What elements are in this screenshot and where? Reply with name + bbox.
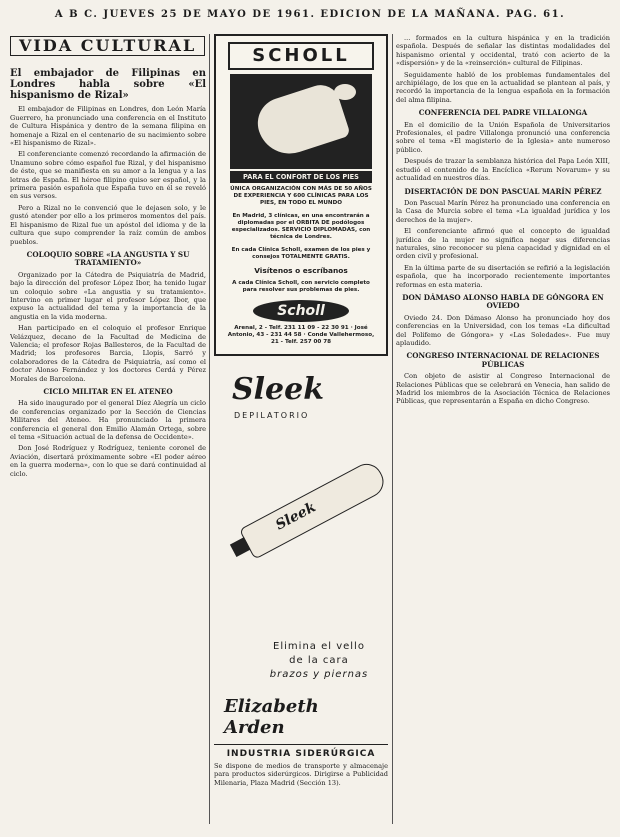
article-title: CICLO MILITAR EN EL ATENEO [43,387,173,396]
slogan-line: brazos y piernas [269,669,369,680]
ad-text: ÚNICA ORGANIZACIÓN CON MÁS DE 50 AÑOS DE EXPERIENCIA Y 600 CLÍNICAS PARA LOS PIES, EN TODO EL MUNDO [230,186,372,206]
ad-text: A cada Clínica Scholl, con servicio completo para resolver sus problemas de pies. [232,280,370,293]
left-column [10,34,206,824]
foot-illustration [230,74,372,169]
column-rule [209,34,210,824]
paragraph: Don José Rodríguez y Rodríguez, teniente coronel de Aviación, disertará próximamente sobre «El poder aéreo en la guerra moderna», con lo que se dará continuidad al ciclo. [10,444,206,478]
section-title: VIDA CULTURAL [10,36,205,56]
paragraph: Seguidamente habló de los problemas fundamentales del archipiélago, de los que en la actualidad se plantean al país, y recordó la importancia de la lengua española en la formación del alma filipina. [396,70,610,104]
tube-illustration [239,458,389,559]
paragraph: El embajador de Filipinas en Londres, don León María Guerrero, ha pronunciado una conferencia en el Instituto de Cultura Hispánica y dentro de la semana filipina en homenaje a Rizal en el centenario de su nacimiento sobre «El hispanismo de Rizal». [10,105,206,148]
article-title: COLOQUIO SOBRE «LA ANGUSTIA Y SU TRATAMIENTO» [26,249,190,268]
sleek-ad [214,364,388,754]
slogan-line: de la cara [289,655,349,666]
paragraph: Organizado por la Cátedra de Psiquiatría de Madrid, bajo la dirección del profesor López Ibor, ha tenido lugar un coloquio sobre «La angustia y su tratamiento». Intervino en primer lugar el profesor López Ibor, que expuso la actualidad del tema y la importancia de la angustia en la vida moderna. [10,270,206,321]
tube-label: Sleek [273,499,319,534]
tube-cap [230,537,251,557]
paragraph: Han participado en el coloquio el profesor Enrique Velázquez, decano de la Facultad de Medicina de Valencia; el profesor Rojas Ballesteros, de la Facultad de Madrid; los profesores Barcia, Llopis, Sarró y colaboradores de la Cátedra de Psiquiatría, así como el doctor Alonso Fernández y los doctores Cerdá y Pérez Morales de Barcelona. [10,324,206,383]
ad-text: Se dispone de medios de transporte y almacenaje para productos siderúrgicos. Dirigirse a Publicidad Milenaria, Plaza Madrid (Sección 13). [214,762,388,787]
article-title: DON DÁMASO ALONSO HABLA DE GÓNGORA EN OVIEDO [402,292,604,311]
paragraph: Con objeto de asistir al Congreso Internacional de Relaciones Públicas que se celebrará en Venecia, han salido de Madrid los miembros de la Asociación Técnica de Relaciones Públicas, que representarán a España en dicho Congreso. [396,372,610,406]
ad-address: Arenal, 2 - Telf. 231 11 09 - 22 30 91 · José Antonio, 43 - 231 44 58 · Conde Vallehermoso, 21 - Telf. 257 00 78 [227,325,375,345]
paragraph: ... formados en la cultura hispánica y en la tradición española. Después de señalar las distintas modalidades del hispanismo oriental y occidental, trató con acierto de la «dispersión» y de la «reinserción» cultural de Filipinas. [396,34,610,68]
ad-text: En Madrid, 3 clínicas, en una encontrarán a diplomadas por el ORBITA DE podólogos especializados. SERVICIO DIPLOMADAS, con técnica de Londres. [231,213,371,240]
scholl-oval-logo: Scholl [253,300,349,322]
sleek-logo: Sleek [232,372,325,407]
paragraph: El conferenciante comenzó recordando la afirmación de Unamuno sobre cómo español fue Rizal, y del hispanismo de éste, que se manifiesta en su amor a la lengua y a las letras de España. El héroe filipino quiso ser español, y la primera pasión española que España tuvo en él se reveló en sus versos. [10,150,206,201]
paragraph: Después de trazar la semblanza histórica del Papa León XIII, estudió el contenido de la Encíclica «Rerum Novarum» y su actualidad en nuestros días. [396,157,610,183]
industria-ad [214,744,388,787]
paragraph: Ha sido inaugurado por el general Díez Alegría un ciclo de conferencias organizado por la Sección de Ciencias Militares del Ateneo. Ha pronunciado la primera conferencia el general don Emilio Alamán Ortega, sobre el tema «Situación actual de la defensa de Occidente». [10,399,206,442]
paragraph: Oviedo 24. Don Dámaso Alonso ha pronunciado hoy dos conferencias en la Universidad, con los temas «La dificultad del Polifemo de Góngora» y «Las Soledades». Fue muy aplaudido. [396,313,610,347]
paragraph: Pero a Rizal no le convenció que le dejasen solo, y le gustó atender por ello a los primeros momentos del país. El hispanismo de Rizal fue un apóstol del idioma y de la cultura que supo comprender la raíz común de ambos pueblos. [10,203,206,246]
sleek-subtitle: DEPILATORIO [234,411,310,420]
ad-text: En cada Clínica Scholl, examen de los pies y consejos TOTALMENTE GRATIS. [231,247,371,260]
page-header: A B C. JUEVES 25 DE MAYO DE 1961. EDICION DE LA MAÑANA. PAG. 61. [54,9,566,20]
article-title: CONGRESO INTERNACIONAL DE RELACIONES PÚBLICAS [406,351,600,369]
paragraph: En el domicilio de la Unión Española de Universitarios Profesionales, el padre Villalonga pronunció una conferencia sobre el tema «El magisterio de la Iglesia» ante numeroso público. [396,120,610,154]
ad-title: INDUSTRIA SIDERÚRGICA [226,749,376,759]
ad-text: Visítenos o escríbanos [254,266,348,275]
scholl-ad [214,34,388,356]
arden-signature: Elizabeth Arden [224,696,319,738]
right-column [396,34,610,824]
scholl-logo: SCHOLL [228,42,374,70]
article-title: El embajador de Filipinas en Londres habla sobre «El hispanismo de Rizal» [10,68,206,102]
paragraph: Don Pascual Marín Pérez ha pronunciado una conferencia en la Casa de Murcia sobre el tema «La igualdad jurídica y los derechos de la mujer». [396,198,610,224]
article-title: CONFERENCIA DEL PADRE VILLALONGA [418,108,588,118]
scholl-band: PARA EL CONFORT DE LOS PIES [230,171,372,183]
slogan-line: Elimina el vello [273,641,365,652]
column-rule [392,34,393,824]
article-title: DISERTACIÓN DE DON PASCUAL MARÍN PÉREZ [404,186,602,196]
center-column [214,34,388,824]
toe-shape [334,84,356,100]
sleek-slogan [244,640,394,682]
paragraph: El conferenciante afirmó que el concepto de igualdad jurídica de la mujer no significa negar sus diferencias naturales, sino reconocer su plena capacidad y dignidad en el orden civil y profesional. [396,227,610,261]
paragraph: En la última parte de su disertación se refirió a la legislación española, que ha incorporado recientemente importantes reformas en esta materia. [396,263,610,289]
